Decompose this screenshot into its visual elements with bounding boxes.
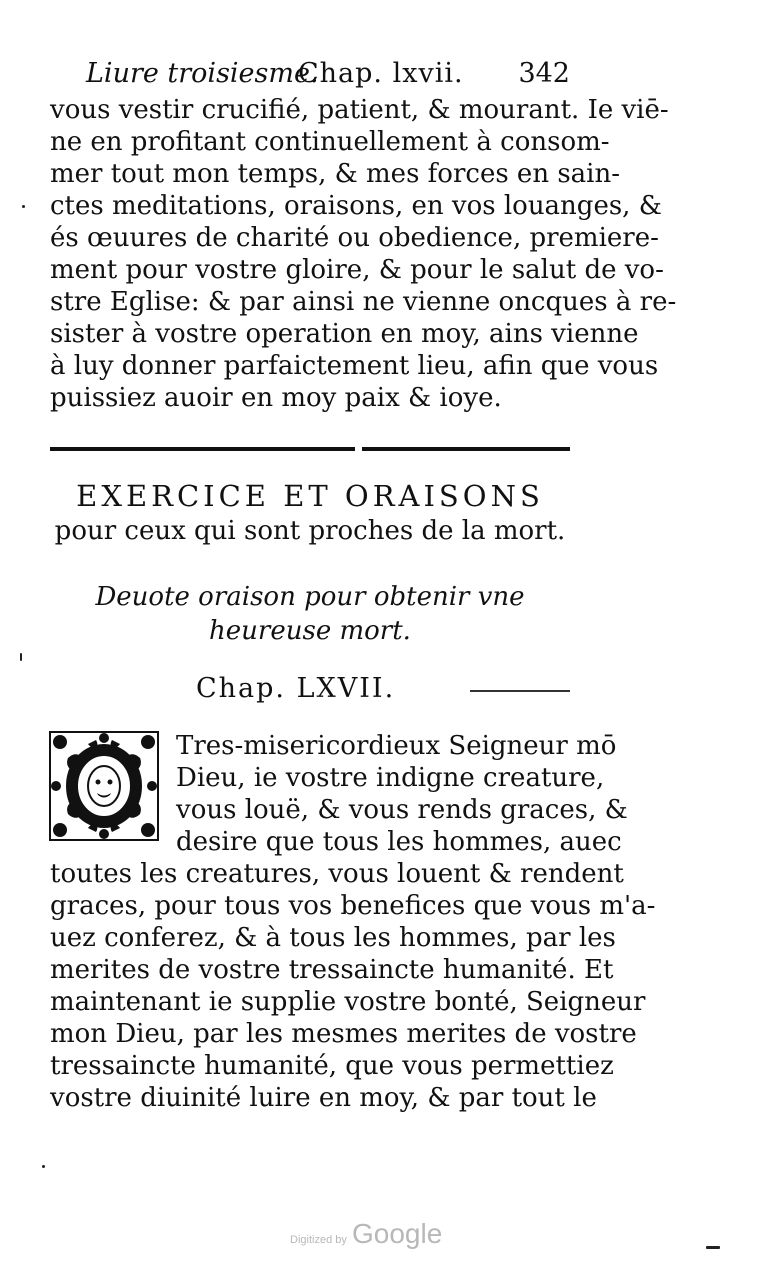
chapter-rule: [470, 690, 570, 692]
running-header: [86, 58, 570, 98]
ornamental-initial-icon: [48, 730, 160, 842]
scan-speck: [706, 1246, 720, 1249]
text-line: ment pour vostre gloire, & pour le salut de vo-: [50, 255, 664, 285]
section-divider-right: [362, 447, 570, 451]
book-title: Liure troisiesme.: [86, 58, 319, 89]
text-line: toutes les creatures, vous louent & rendent: [50, 859, 624, 889]
text-line: és œuures de charité ou obedience, premiere-: [50, 223, 659, 253]
page-number: 342: [518, 58, 570, 89]
scan-speck: [20, 653, 22, 661]
chapter-heading: Chap. LXVII.: [196, 673, 396, 704]
section-divider-left: [50, 447, 355, 451]
text-line: ctes meditations, oraisons, en vos louanges, &: [50, 191, 662, 221]
text-line: ne en profitant continuellement à consom-: [50, 127, 610, 157]
text-line: tressaincte humanité, que vous permettiez: [50, 1051, 614, 1081]
text-line: Dieu, ie vostre indigne creature,: [176, 763, 605, 793]
text-line: maintenant ie supplie vostre bonté, Seigneur: [50, 987, 646, 1017]
digitized-watermark: [290, 1218, 450, 1254]
oraison-title-line-1: Deuote oraison pour obtenir vne: [95, 582, 525, 612]
text-line: uez conferez, & à tous les hommes, par les: [50, 923, 616, 953]
text-line: desire que tous les hommes, auec: [176, 827, 622, 857]
scan-speck: [22, 205, 25, 208]
text-line: à luy donner parfaictement lieu, afin que vous: [50, 351, 659, 381]
watermark-prefix: Digitized by: [290, 1234, 347, 1246]
text-line: merites de vostre tressaincte humanité. Et: [50, 955, 614, 985]
text-line: stre Eglise: & par ainsi ne vienne oncques à re-: [50, 287, 677, 317]
text-line: mon Dieu, par les mesmes merites de vostre: [50, 1019, 637, 1049]
text-line: vostre diuinité luire en moy, & par tout le: [50, 1083, 597, 1113]
text-line: mer tout mon temps, & mes forces en sain-: [50, 159, 621, 189]
text-line: puissiez auoir en moy paix & ioye.: [50, 383, 502, 413]
section-subtitle: pour ceux qui sont proches de la mort.: [54, 516, 566, 546]
running-chapter: Chap. lxvii.: [298, 58, 464, 89]
oraison-title-line-2: heureuse mort.: [209, 616, 411, 646]
watermark-brand: Google: [352, 1218, 443, 1249]
text-line: Tres-misericordieux Seigneur mō: [176, 731, 617, 761]
text-line: vous vestir crucifié, patient, & mourant. Ie viē-: [50, 95, 669, 125]
text-line: graces, pour tous vos benefices que vous m'a-: [50, 891, 656, 921]
section-title: EXERCICE ET ORAISONS: [76, 479, 544, 513]
text-line: sister à vostre operation en moy, ains vienne: [50, 319, 639, 349]
text-line: vous louë, & vous rends graces, &: [176, 795, 628, 825]
scan-speck: [42, 1165, 45, 1168]
